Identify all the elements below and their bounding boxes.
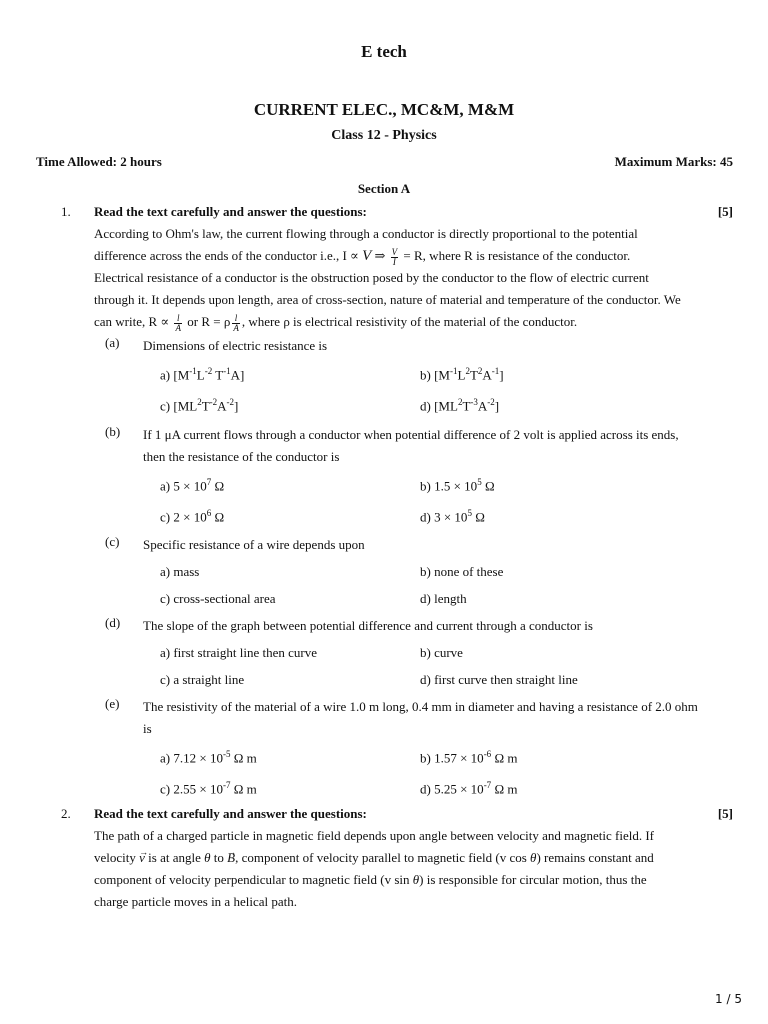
question-heading: Read the text carefully and answer the questions: (94, 806, 367, 821)
subquestion-label: (b) (105, 424, 121, 439)
option-d[interactable]: d) $[ML^2T^{-3}A^{-2}]$ (420, 397, 500, 414)
time-allowed: Time Allowed: 2 hours (36, 154, 162, 169)
passage-line: velocity → v is at angle θ to → B, component of velocity parallel to magnetic field (v cos θ) remains constant and (94, 847, 724, 869)
option-b[interactable]: b) $1.57 \times 10^{-6}$ Ω m (420, 749, 518, 766)
question-passage (94, 223, 724, 333)
option-c[interactable]: c) cross-sectional area (160, 591, 276, 606)
maximum-marks: Maximum Marks: 45 (614, 154, 733, 169)
question-marks: [5] (717, 806, 733, 821)
option-c[interactable]: c) $[ML^2T^{-2}A^{-2}]$ (160, 397, 239, 414)
subquestion-text: Dimensions of electric resistance is (143, 338, 328, 353)
option-b[interactable]: b) $1.5 \times 10^5$ Ω (420, 477, 495, 494)
passage-line: difference across the ends of the conductor i.e., I ∝ V ⇒ $\frac{V}{I}$ = R, where R is resistance of the conductor. (94, 246, 631, 267)
option-b[interactable]: b) none of these (420, 564, 504, 579)
class-subject: Class 12 - Physics (331, 128, 437, 143)
option-c[interactable]: c) $2.55 \times 10^{-7}$ Ω m (160, 780, 257, 797)
section-heading: Section A (357, 181, 411, 196)
option-b[interactable]: b) $[M^{-1}L^2T^2A^{-1}]$ (420, 366, 504, 383)
question-number: 1. (61, 204, 71, 219)
question-passage (94, 825, 724, 913)
option-a[interactable]: a) first straight line then curve (160, 645, 318, 660)
option-d[interactable]: d) $5.25 \times 10^{-7}$ Ω m (420, 780, 518, 797)
option-b[interactable]: b) curve (420, 645, 463, 660)
option-a[interactable]: a) mass (160, 564, 200, 579)
option-a[interactable]: a) $7.12 \times 10^{-5}$ Ω m (160, 749, 257, 766)
option-a[interactable]: a) $5 \times 10^7$ Ω (160, 477, 225, 494)
fraction-v-over-i: $\frac{V}{I}$ (391, 246, 398, 267)
school-name: E tech (361, 42, 407, 61)
passage-line: can write, R ∝ $\frac{l}{A}$ or R = ρ $\frac{l}{A}$ , where ρ is electrical resistivity of the material of the conductor. (94, 312, 578, 333)
question-marks: [5] (717, 204, 733, 219)
passage-line: through it. It depends upon length, area of cross-section, nature of material and temperature of the conductor. We (94, 292, 681, 307)
option-d[interactable]: d) length (420, 591, 467, 606)
question-number: 2. (61, 806, 71, 821)
passage-line: component of velocity perpendicular to magnetic field (v sin θ) is responsible for circular motion, thus the (94, 872, 647, 887)
passage-line: charge particle moves in a helical path. (94, 894, 297, 909)
subquestion-label: (e) (105, 696, 120, 711)
page-number: 1 / 5 (715, 992, 742, 1006)
subquestion-label: (a) (105, 335, 120, 350)
paper-title: CURRENT ELEC., MC&M, M&M (253, 100, 515, 119)
subquestion-text: If 1 μA current flows through a conductor when potential difference of 2 volt is applied across its ends, then the resistance of the conductor is (143, 427, 679, 464)
option-c[interactable]: c) a straight line (160, 672, 245, 687)
option-d[interactable]: d) first curve then straight line (420, 672, 578, 687)
subquestion-label: (c) (105, 534, 120, 549)
option-a[interactable]: a) [$M^{-1}L^{-2}$ $T^{-1}A$] (160, 366, 245, 383)
subquestion-text: Specific resistance of a wire depends upon (143, 537, 365, 552)
question-heading: Read the text carefully and answer the questions: (94, 204, 367, 219)
passage-line: Electrical resistance of a conductor is the obstruction posed by the conductor to the flow of electric current (94, 270, 649, 285)
passage-line: The path of a charged particle in magnetic field depends upon angle between velocity and magnetic field. If (94, 828, 654, 843)
subquestion-text: The slope of the graph between potential difference and current through a conductor is (143, 618, 593, 633)
option-c[interactable]: c) $2 \times 10^6$ Ω (160, 508, 225, 525)
fraction-l-over-a: $\frac{l}{A}$ (233, 312, 239, 333)
subquestion-text: The resistivity of the material of a wire 1.0 m long, 0.4 mm in diameter and having a resistance of 2.0 ohm is (143, 699, 698, 736)
option-d[interactable]: d) $3 \times 10^5$ Ω (420, 508, 485, 525)
fraction-l-over-a: $\frac{l}{A}$ (175, 312, 181, 333)
subquestion-label: (d) (105, 615, 121, 630)
passage-line: According to Ohm's law, the current flowing through a conductor is directly proportional to the potential (94, 226, 638, 241)
